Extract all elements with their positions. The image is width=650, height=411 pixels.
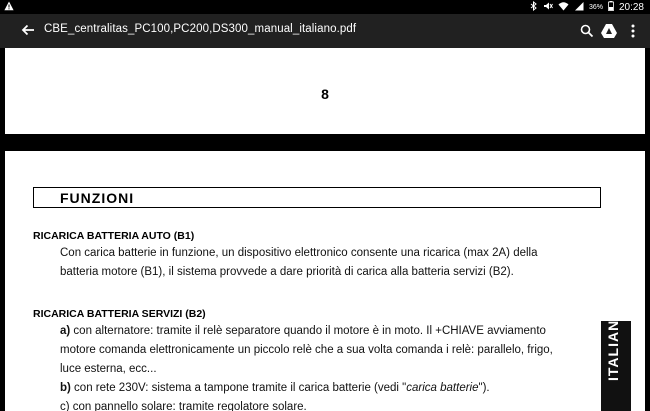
item-label: b) — [60, 382, 71, 394]
section-title: FUNZIONI — [60, 190, 135, 206]
language-side-tab — [601, 307, 631, 411]
text-line: Con carica batterie in funzione, un dispositivo elettronico consente una ricarica (max 2A) della — [60, 247, 538, 259]
pdf-page-previous — [5, 48, 645, 134]
section-title-box — [33, 187, 601, 208]
paragraph-ricarica-auto — [60, 244, 600, 282]
mute-icon — [543, 1, 553, 13]
battery-icon — [608, 1, 614, 13]
battery-percent: 36% — [588, 3, 603, 11]
app-bar — [0, 14, 650, 48]
item-text-italic: carica batterie — [406, 382, 479, 394]
item-text: "). — [478, 382, 490, 394]
page-number: 8 — [321, 86, 329, 102]
pdf-page-current — [5, 151, 645, 411]
back-arrow-icon[interactable] — [18, 20, 38, 40]
status-bar — [0, 0, 650, 14]
signal-icon — [574, 1, 584, 13]
paragraph-ricarica-servizi — [60, 322, 600, 411]
bluetooth-icon — [530, 1, 538, 13]
warning-icon — [4, 1, 14, 13]
text-line: batteria motore (B1), il sistema provvede a dare priorità di carica alla batteria servizi (B2). — [60, 266, 514, 278]
text-line — [60, 379, 600, 398]
text-line: luce esterna, ecc... — [60, 363, 157, 375]
item-label: a) — [60, 325, 71, 337]
text-line — [60, 322, 600, 341]
wifi-icon — [558, 1, 569, 13]
item-text: con rete 230V: sistema a tampone tramite il carica batterie (vedi " — [70, 382, 407, 394]
search-icon[interactable] — [578, 22, 596, 40]
text-line: c) con pannello solare: tramite regolatore solare. — [60, 401, 307, 411]
item-text: con alternatore: tramite il relè separatore quando il motore è in moto. Il +CHIAVE avviamento — [70, 325, 546, 337]
heading-ricarica-servizi: RICARICA BATTERIA SERVIZI (B2) — [33, 308, 206, 320]
document-title: CBE_centralitas_PC100,PC200,DS300_manual_italiano.pdf — [44, 23, 357, 35]
text-line: motore comanda elettronicamente un piccolo relè che a sua volta comanda i relè: parallelo, frigo, — [60, 344, 553, 356]
more-options-icon[interactable] — [624, 22, 642, 40]
drive-icon[interactable] — [600, 22, 618, 40]
clock: 20:28 — [618, 1, 644, 13]
heading-ricarica-auto: RICARICA BATTERIA AUTO (B1) — [33, 230, 195, 242]
side-tab-label: ITALIANO — [605, 307, 621, 381]
